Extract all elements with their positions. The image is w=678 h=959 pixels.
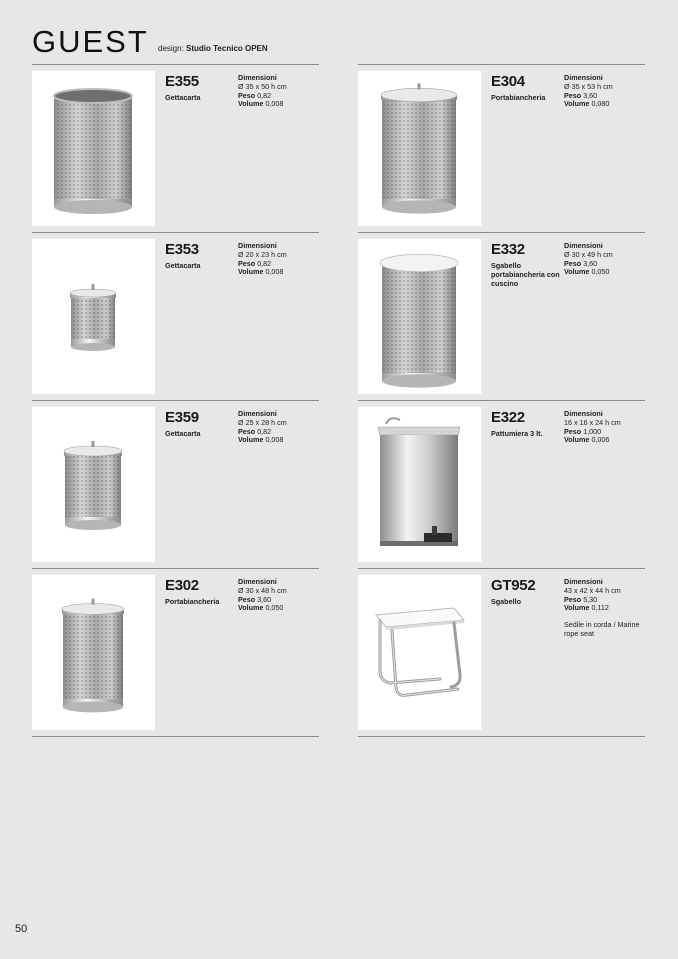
product-code: E355 — [165, 73, 199, 90]
volume-value: 0,006 — [591, 435, 610, 445]
weight-label: Peso — [238, 594, 256, 604]
product-image — [358, 239, 481, 394]
weight-value: 3,60 — [583, 90, 598, 100]
product-image — [358, 407, 481, 562]
volume-label: Volume — [238, 267, 264, 277]
weight-label: Peso — [564, 90, 582, 100]
product-card — [32, 71, 319, 231]
volume-label: Volume — [238, 603, 264, 613]
dimensions-value: Ø 30 x 49 h cm — [564, 249, 613, 259]
product-specs — [238, 242, 323, 277]
product-code: E302 — [165, 577, 199, 594]
cushioned-hamper-stool-icon — [358, 239, 481, 394]
product-code: GT952 — [491, 577, 536, 594]
product-code: E353 — [165, 241, 199, 258]
product-name: Gettacarta — [165, 93, 201, 102]
product-image — [32, 407, 155, 562]
small-lidded-mesh-bin-icon — [32, 239, 155, 394]
dimensions-label: Dimensioni — [564, 409, 603, 418]
volume-row — [238, 268, 323, 277]
product-card — [32, 407, 319, 567]
product-name: Sgabello — [491, 597, 521, 606]
volume-value: 0,008 — [265, 99, 284, 109]
volume-row — [564, 604, 649, 613]
volume-label: Volume — [564, 267, 590, 277]
product-card — [32, 239, 319, 399]
divider-line — [358, 64, 645, 65]
dimensions-label: Dimensioni — [238, 409, 277, 418]
dimensions-label: Dimensioni — [564, 241, 603, 250]
volume-value: 0,008 — [265, 435, 284, 445]
product-code: E332 — [491, 241, 525, 258]
volume-row — [564, 100, 649, 109]
lidded-mesh-hamper-icon — [32, 575, 155, 730]
dimensions-label: Dimensioni — [238, 241, 277, 250]
product-image — [32, 575, 155, 730]
product-specs — [238, 74, 323, 109]
weight-value: 0,82 — [257, 426, 272, 436]
weight-value: 1,000 — [583, 426, 602, 436]
volume-label: Volume — [238, 99, 264, 109]
lidded-mesh-hamper-icon — [358, 71, 481, 226]
volume-label: Volume — [564, 435, 590, 445]
dimensions-label: Dimensioni — [238, 577, 277, 586]
weight-label: Peso — [564, 258, 582, 268]
product-card — [358, 239, 645, 399]
page-number: 50 — [15, 923, 28, 935]
divider-line — [32, 232, 319, 233]
product-card — [32, 575, 319, 735]
product-specs — [564, 74, 649, 109]
product-code: E322 — [491, 409, 525, 426]
weight-label: Peso — [238, 426, 256, 436]
product-specs — [564, 410, 649, 445]
product-card — [358, 575, 645, 735]
weight-value: 3,60 — [257, 594, 272, 604]
dimensions-value: 43 x 42 x 44 h cm — [564, 585, 621, 595]
product-code: E359 — [165, 409, 199, 426]
dimensions-value: Ø 20 x 23 h cm — [238, 249, 287, 259]
dimensions-value: Ø 35 x 50 h cm — [238, 81, 287, 91]
product-card — [358, 71, 645, 231]
product-name: Portabiancheria — [491, 93, 546, 102]
product-name: Gettacarta — [165, 429, 201, 438]
weight-value: 0,82 — [257, 258, 272, 268]
weight-label: Peso — [564, 594, 582, 604]
volume-label: Volume — [564, 603, 590, 613]
volume-label: Volume — [564, 99, 590, 109]
pedal-bin-icon — [358, 407, 481, 562]
product-image — [358, 575, 481, 730]
weight-value: 3,60 — [583, 258, 598, 268]
product-name: Sgabello portabiancheria con cuscino — [491, 261, 560, 288]
product-specs — [238, 578, 323, 613]
designer-name: Studio Tecnico OPEN — [186, 44, 268, 53]
volume-row — [238, 604, 323, 613]
divider-line — [358, 736, 645, 737]
designer-credit — [158, 44, 358, 53]
product-image — [358, 71, 481, 226]
collection-title: GUEST — [32, 24, 149, 59]
product-note: Sedile in corda / Marine rope seat — [564, 620, 640, 638]
product-name: Gettacarta — [165, 261, 201, 270]
product-name: Portabiancheria — [165, 597, 220, 606]
weight-label: Peso — [564, 426, 582, 436]
product-image — [32, 71, 155, 226]
design-label: design: — [158, 44, 184, 53]
lidded-mesh-bin-icon — [32, 407, 155, 562]
volume-value: 0,112 — [591, 603, 609, 613]
volume-value: 0,050 — [591, 267, 610, 277]
weight-value: 0,82 — [257, 90, 272, 100]
volume-row — [564, 268, 649, 277]
dimensions-value: Ø 25 x 28 h cm — [238, 417, 287, 427]
dimensions-label: Dimensioni — [564, 73, 603, 82]
open-mesh-basket-icon — [32, 71, 155, 226]
product-code: E304 — [491, 73, 525, 90]
volume-value: 0,080 — [591, 99, 610, 109]
weight-value: 5,30 — [583, 594, 598, 604]
divider-line — [358, 400, 645, 401]
weight-label: Peso — [238, 90, 256, 100]
product-specs — [564, 578, 649, 639]
product-card — [358, 407, 645, 567]
volume-label: Volume — [238, 435, 264, 445]
divider-line — [32, 568, 319, 569]
divider-line — [32, 64, 319, 65]
dimensions-label: Dimensioni — [564, 577, 603, 586]
rope-seat-stool-icon — [358, 575, 481, 730]
volume-row — [564, 436, 649, 445]
volume-value: 0,050 — [265, 603, 284, 613]
weight-label: Peso — [238, 258, 256, 268]
volume-row — [238, 100, 323, 109]
divider-line — [32, 736, 319, 737]
divider-line — [358, 568, 645, 569]
product-name: Pattumiera 3 lt. — [491, 429, 543, 438]
product-specs — [238, 410, 323, 445]
product-specs — [564, 242, 649, 277]
divider-line — [358, 232, 645, 233]
dimensions-value: Ø 35 x 53 h cm — [564, 81, 613, 91]
dimensions-label: Dimensioni — [238, 73, 277, 82]
dimensions-value: 16 x 16 x 24 h cm — [564, 417, 621, 427]
divider-line — [32, 400, 319, 401]
volume-value: 0,008 — [265, 267, 284, 277]
volume-row — [238, 436, 323, 445]
dimensions-value: Ø 30 x 48 h cm — [238, 585, 287, 595]
product-image — [32, 239, 155, 394]
